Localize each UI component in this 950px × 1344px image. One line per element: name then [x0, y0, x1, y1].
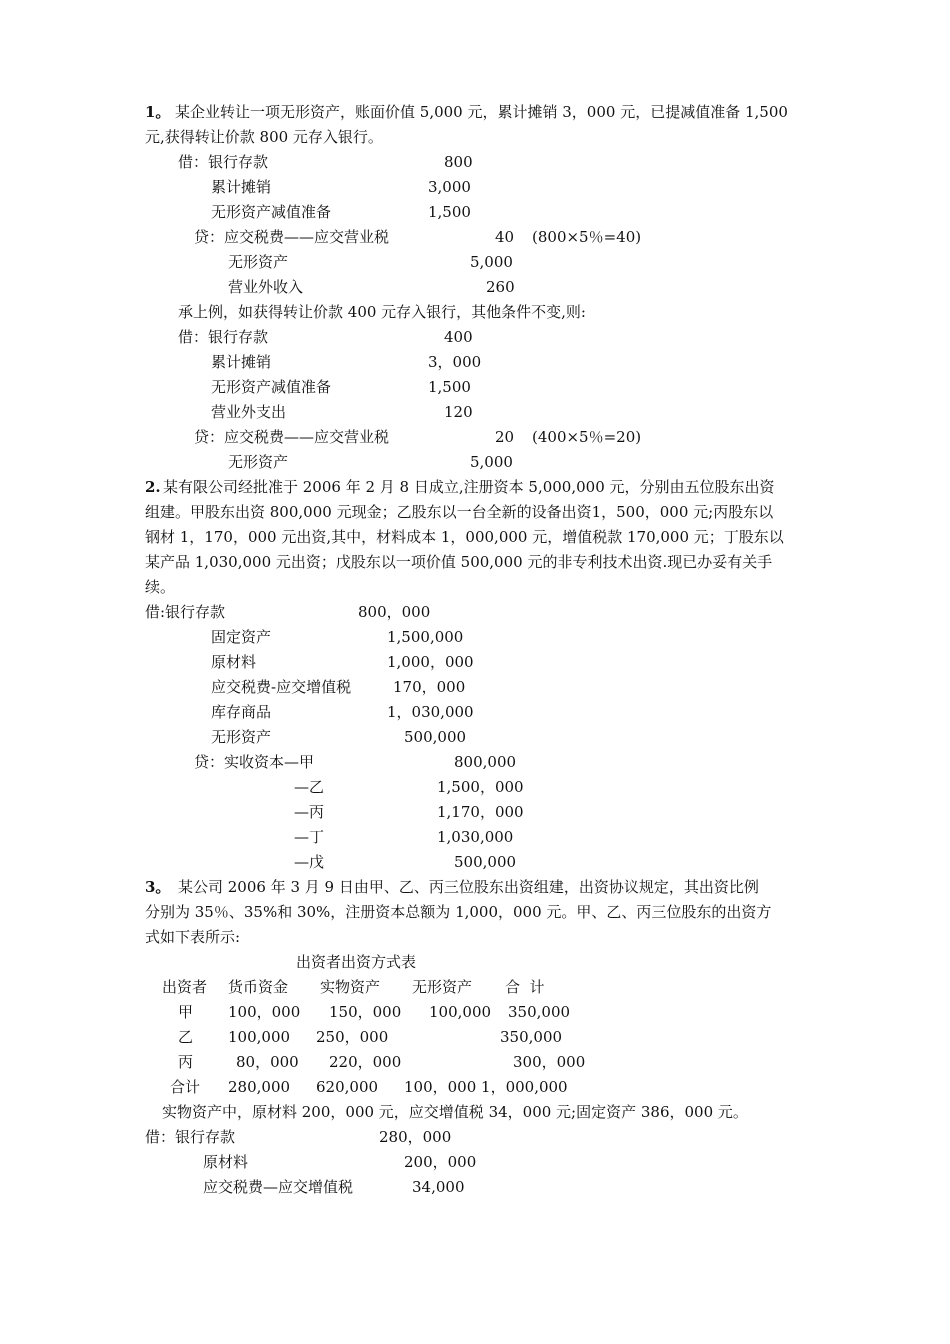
- q3-account: 原材料: [203, 1153, 249, 1171]
- q1-e2-amount: 1,500: [428, 378, 471, 396]
- q1-e1-account: 累计摊销: [211, 178, 272, 196]
- q3-table-header: 实物资产: [320, 978, 381, 996]
- q1-e1-account: 借：银行存款: [178, 153, 269, 171]
- q2-amount: 500,000: [454, 853, 517, 871]
- q3-table-total-cell: 620,000: [316, 1078, 379, 1096]
- q1-e2-account: 累计摊销: [211, 353, 272, 371]
- q3-number: 3。: [145, 878, 171, 896]
- q1-e1-amount: 260: [486, 278, 515, 296]
- q2-account: —丙: [294, 803, 325, 821]
- q3-table-cell: 甲: [178, 1003, 194, 1021]
- q2-account: 借:银行存款: [145, 603, 226, 621]
- q2-account: 原材料: [211, 653, 257, 671]
- q1-continuation: 承上例，如获得转让价款 400 元存入银行，其他条件不变,则:: [178, 303, 586, 321]
- q3-table-cell: 乙: [178, 1028, 194, 1046]
- q3-note: 实物资产中，原材料 200，000 元，应交增值税 34，000 元;固定资产 386，000 元。: [162, 1103, 748, 1121]
- q3-amount: 280，000: [379, 1128, 452, 1146]
- q2-amount: 1，030,000: [387, 703, 474, 721]
- q3-table-header: 出资者: [162, 978, 208, 996]
- q1-e1-amount: 1,500: [428, 203, 471, 221]
- q3-table-cell: 丙: [178, 1053, 194, 1071]
- q3-table-cell: 350,000: [500, 1028, 563, 1046]
- q2-number: 2.: [145, 478, 161, 496]
- q1-e1-amount: 5,000: [470, 253, 513, 271]
- q1-e1-amount: 800: [444, 153, 473, 171]
- q2-text-line: 钢材 1，170，000 元出资,其中，材料成本 1，000,000 元，增值税款 170,000 元；丁股东以: [145, 528, 784, 546]
- q2-account: —乙: [294, 778, 325, 796]
- q2-amount: 800，000: [358, 603, 431, 621]
- q3-table-header: 无形资产: [412, 978, 473, 996]
- q2-text-line: 组建。甲股东出资 800,000 元现金；乙股东以一台全新的设备出资1，500，000 元;丙股东以: [145, 503, 774, 521]
- q1-e2-amount: 400: [444, 328, 473, 346]
- q3-table-total-cell: 合计: [170, 1078, 201, 1096]
- q3-table-cell: 220，000: [329, 1053, 402, 1071]
- q1-e1-account: 无形资产减值准备: [211, 203, 332, 221]
- q1-e2-amount: 3，000: [428, 353, 482, 371]
- q1-e1-account: 营业外收入: [228, 278, 304, 296]
- q2-account: —戊: [294, 853, 325, 871]
- q2-account: 库存商品: [211, 703, 272, 721]
- q2-amount: 800,000: [454, 753, 517, 771]
- q2-account: 应交税费-应交增值税: [211, 678, 352, 696]
- q2-text-line: 某产品 1,030,000 元出资；戊股东以一项价值 500,000 元的非专利技术出资.现已办妥有关手: [145, 553, 773, 571]
- q1-number: 1。: [145, 103, 171, 121]
- q1-e2-amount: 5,000: [470, 453, 513, 471]
- q3-table-header: 合 计: [505, 978, 545, 996]
- q1-e1-amount: 40: [495, 228, 515, 246]
- q1-e2-amount: 120: [444, 403, 473, 421]
- q3-table-cell: 150，000: [329, 1003, 402, 1021]
- q1-e2-amount: 20: [495, 428, 515, 446]
- q3-table-total-cell: 280,000: [228, 1078, 291, 1096]
- q2-amount: 1,000，000: [387, 653, 474, 671]
- q3-text-line: 某公司 2006 年 3 月 9 日由甲、乙、丙三位股东出资组建，出资协议规定，其出资比例: [178, 878, 759, 896]
- q3-text-line: 式如下表所示:: [145, 928, 241, 946]
- q1-e2-account: 无形资产: [228, 453, 289, 471]
- q3-text-line: 分别为 35％、35%和 30%，注册资本总额为 1,000，000 元。甲、乙、丙三位股东的出资方: [145, 903, 772, 921]
- q1-e1-amount: 3,000: [428, 178, 471, 196]
- q1-e2-account: 营业外支出: [211, 403, 287, 421]
- q1-e2-note: (400×5％=20): [532, 428, 642, 446]
- q2-amount: 1,030,000: [437, 828, 514, 846]
- q3-table-header: 货币资金: [228, 978, 289, 996]
- q2-text-line: 某有限公司经批准于 2006 年 2 月 8 日成立,注册资本 5,000,000 元，分别由五位股东出资: [163, 478, 775, 496]
- q3-table-cell: 100,000: [228, 1028, 291, 1046]
- q2-account: 贷：实收资本—甲: [194, 753, 315, 771]
- q1-e2-account: 借：银行存款: [178, 328, 269, 346]
- q1-e2-account: 无形资产减值准备: [211, 378, 332, 396]
- q2-amount: 1,500,000: [387, 628, 464, 646]
- q3-amount: 200，000: [404, 1153, 477, 1171]
- q1-e1-account: 贷：应交税费——应交营业税: [194, 228, 390, 246]
- q2-account: —丁: [294, 828, 325, 846]
- q3-table-cell: 250，000: [316, 1028, 389, 1046]
- q3-table-cell: 100，000: [228, 1003, 301, 1021]
- q1-text-line-1: 某企业转让一项无形资产，账面价值 5,000 元，累计摊销 3，000 元，已提减值准备 1,500: [175, 103, 788, 121]
- q1-e2-account: 贷：应交税费——应交营业税: [194, 428, 390, 446]
- q3-table-cell: 100,000: [429, 1003, 492, 1021]
- q2-account: 固定资产: [211, 628, 272, 646]
- q3-table-cell: 80，000: [236, 1053, 299, 1071]
- q1-e1-account: 无形资产: [228, 253, 289, 271]
- q3-account: 借：银行存款: [145, 1128, 236, 1146]
- q1-text-line-2: 元,获得转让价款 800 元存入银行。: [145, 128, 383, 146]
- q2-amount: 170，000: [393, 678, 466, 696]
- q3-table-cell: 300，000: [513, 1053, 586, 1071]
- q3-table-cell: 350,000: [508, 1003, 571, 1021]
- q2-amount: 1,500，000: [437, 778, 524, 796]
- q3-amount: 34,000: [412, 1178, 465, 1196]
- q3-table-total-cell: 100，000 1，000,000: [404, 1078, 568, 1096]
- q3-table-title: 出资者出资方式表: [296, 953, 417, 971]
- q2-account: 无形资产: [211, 728, 272, 746]
- q2-amount: 500,000: [404, 728, 467, 746]
- q1-e1-note: (800×5％=40): [532, 228, 642, 246]
- q3-account: 应交税费—应交增值税: [203, 1178, 354, 1196]
- q2-text-line: 续。: [145, 578, 176, 596]
- q2-amount: 1,170，000: [437, 803, 524, 821]
